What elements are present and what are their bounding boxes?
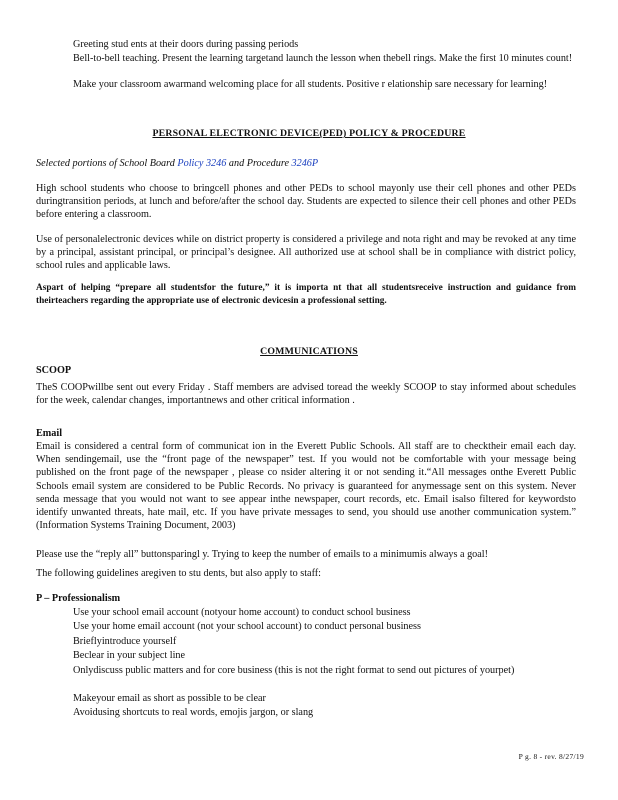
list-item-text: Make your classroom awarmand welcoming place for all students. Positive r elationship sare necessary for learning! xyxy=(73,79,548,90)
list-item-text: Beclear in your subject line xyxy=(73,650,186,661)
list-item-text: Bell-to-bell teaching. Present the learning targetand launch the lesson when thebell rings. Make the first 10 minutes count! xyxy=(73,53,573,64)
list-item-text: Makeyour email as short as possible to be clear xyxy=(73,693,266,704)
ped-section-heading: PERSONAL ELECTRONIC DEVICE(PED) POLICY & PROCEDURE xyxy=(152,128,466,139)
communications-heading: COMMUNICATIONS xyxy=(260,346,358,357)
selected-portions-line xyxy=(36,157,576,170)
policy-link[interactable]: Policy 3246 xyxy=(177,158,227,169)
professionalism-heading: P – Professionalism xyxy=(36,593,121,604)
list-item-text: Avoidusing shortcuts to real words, emojis jargon, or slang xyxy=(73,707,314,718)
ped-paragraph-3: Aspart of helping “prepare all studentsfor the future,” it is importa nt that all studentsreceive instruction and guidance from theirteachers regarding the appropriate use of electronic devicesin a professional setting. xyxy=(36,283,576,307)
email-heading: Email xyxy=(36,428,63,439)
page-footer: P g. 8 - rev. 8/27/19 xyxy=(518,752,584,761)
selected-portions-mid: and Procedure xyxy=(226,158,292,169)
list-item-text: Use your school email account (notyour home account) to conduct school business xyxy=(73,607,411,618)
reply-all-paragraph: Please use the “reply all” buttonsparingl y. Trying to keep the number of emails to a minimumis always a goal! xyxy=(36,549,489,560)
ped-paragraph-1: High school students who choose to bringcell phones and other PEDs to school mayonly use their cell phones and other PEDs duringtransition periods, at lunch and before/after the school day. Students are expected to silence their cell phones and other PEDs before entering a classroom. xyxy=(36,183,576,221)
procedure-link[interactable]: 3246P xyxy=(291,158,319,169)
guidelines-intro: The following guidelines aregiven to stu dents, but also apply to staff: xyxy=(36,568,322,579)
list-item-text: Use your home email account (not your school account) to conduct personal business xyxy=(73,621,421,632)
list-item-text: Greeting stud ents at their doors during passing periods xyxy=(73,39,299,50)
scoop-heading: SCOOP xyxy=(36,365,72,376)
ped-paragraph-2: Use of personalelectronic devices while on district property is considered a privilege and nota right and may be revoked at any time by a principal, assistant principal, or principal’s designee. All authorized use at school shall be in compliance with district policy, school rules and applicable laws. xyxy=(36,234,576,272)
list-item-text: Brieflyintroduce yourself xyxy=(73,636,177,647)
email-paragraph: Email is considered a central form of communicat ion in the Everett Public Schools. All staff are to checktheir email each day. When sendingemail, use the “front page of the newspaper” test. If you would not be comfortable with your message being published on the front page of the newspaper , please co nsider altering it or not sending it.“All messages onthe Everett Public Schools email system are considered to be Public Records. No privacy is guaranteed for anymessage sent on this system. Never senda message that you would not want to see appear inthe newspaper, court records, etc. Email isalso filtered for keywordsto identify unwanted threats, hate mail, etc. If you have private messages to send, you should use another communication system.” (Information Systems Training Document, 2003) xyxy=(36,441,576,532)
list-item-text: Onlydiscuss public matters and for core business (this is not the right format to send out pictures of yourpet) xyxy=(73,665,515,676)
scoop-paragraph: TheS COOPwillbe sent out every Friday . Staff members are advised toread the weekly SCOOP to stay informed about schedules for the week, calendar changes, importantnews and other critical information . xyxy=(36,382,576,407)
selected-portions-prefix: Selected portions of School Board xyxy=(36,158,178,169)
